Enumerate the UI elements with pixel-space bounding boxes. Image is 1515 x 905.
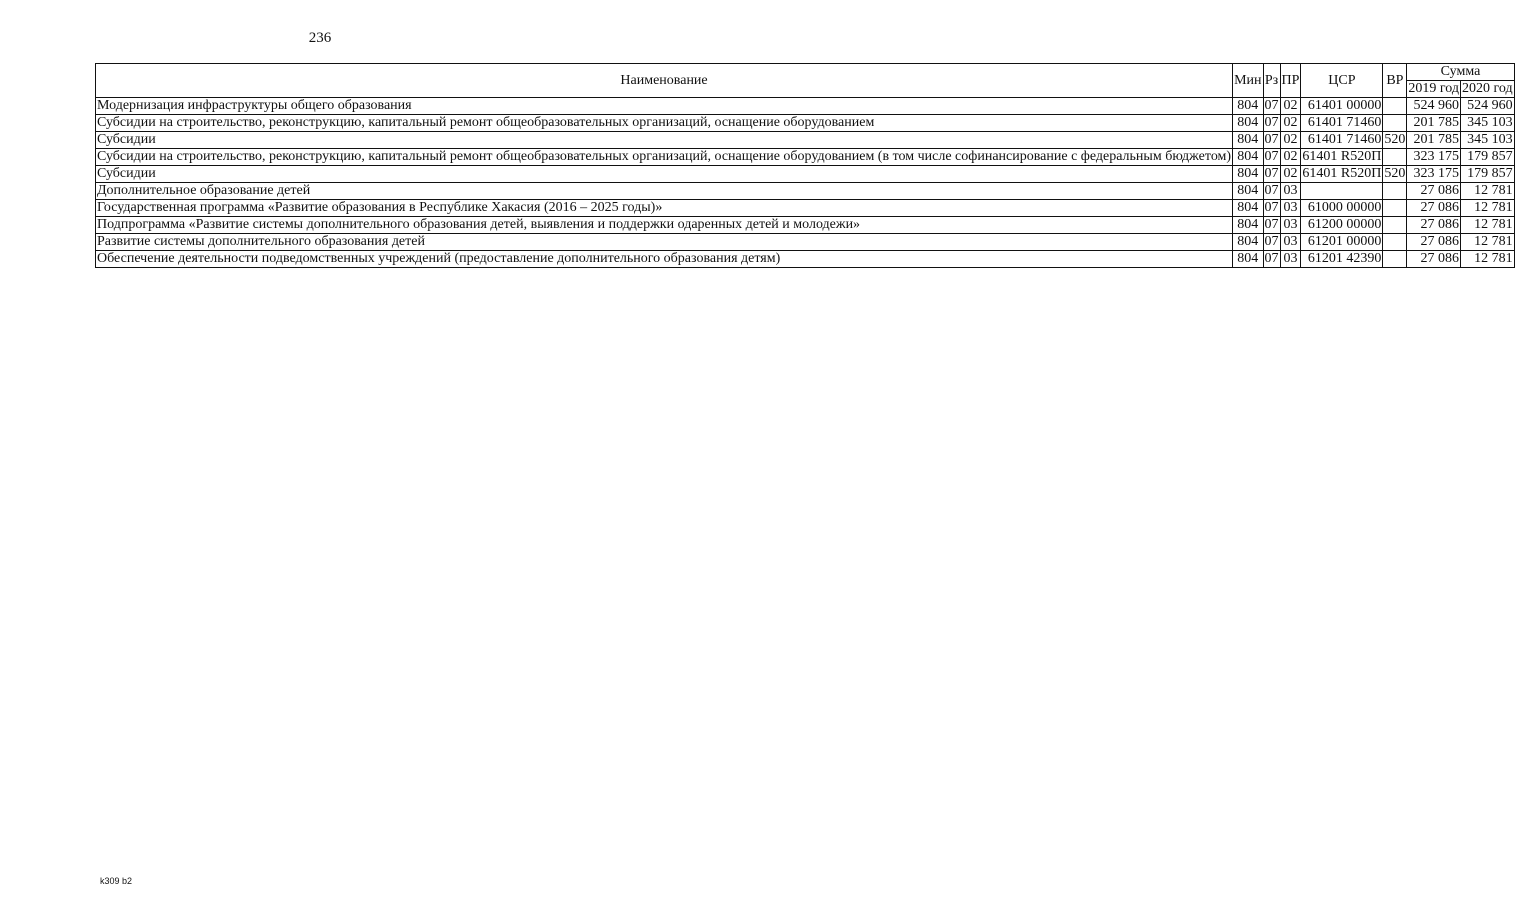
row-rz: 07	[1264, 234, 1279, 249]
row-vr	[1383, 149, 1407, 166]
row-vr	[1383, 234, 1407, 251]
row-name: Обеспечение деятельности подведомственных учреждений (предоставление дополнительного образования детям)	[96, 251, 1233, 268]
row-csr: 61201 42390	[1301, 251, 1383, 268]
row-rz: 07	[1264, 183, 1279, 198]
col-header-csr: ЦСР	[1301, 64, 1383, 98]
table-row	[96, 251, 1515, 268]
row-amount-2019: 524 960	[1407, 98, 1461, 115]
row-amount-2020: 12 781	[1461, 251, 1515, 268]
row-csr	[1301, 183, 1383, 200]
row-amount-2020: 179 857	[1461, 149, 1515, 166]
row-amount-2019: 27 086	[1407, 251, 1461, 268]
table-row	[96, 115, 1515, 132]
row-vr: 520	[1384, 166, 1406, 181]
row-amount-2019: 323 175	[1407, 166, 1461, 183]
footer-code: k309 b2	[100, 876, 133, 886]
row-min: 804	[1233, 115, 1263, 132]
table-row	[96, 149, 1515, 166]
row-amount-2020: 345 103	[1461, 115, 1515, 132]
row-vr	[1383, 217, 1407, 234]
row-vr	[1383, 183, 1407, 200]
row-pr: 02	[1280, 149, 1301, 166]
row-csr: 61401 R520П	[1302, 166, 1382, 181]
row-vr	[1383, 98, 1407, 115]
row-min: 804	[1233, 251, 1263, 268]
col-header-year-2020: 2020 год	[1462, 81, 1513, 96]
row-min: 804	[1233, 183, 1263, 200]
row-rz: 07	[1264, 115, 1279, 130]
row-amount-2019: 201 785	[1407, 115, 1461, 132]
col-header-pr: ПР	[1280, 64, 1301, 98]
row-rz: 07	[1264, 98, 1279, 113]
table-row	[96, 234, 1515, 251]
row-amount-2020: 12 781	[1461, 234, 1515, 251]
row-amount-2019: 27 086	[1407, 183, 1461, 200]
row-amount-2019: 27 086	[1407, 217, 1461, 234]
row-name: Субсидии	[96, 166, 1233, 183]
row-amount-2019: 323 175	[1407, 149, 1461, 166]
row-min: 804	[1233, 132, 1263, 149]
row-pr: 03	[1280, 183, 1301, 200]
col-header-sum: Сумма	[1407, 64, 1514, 81]
row-rz: 07	[1264, 149, 1279, 164]
col-header-min: Мин	[1233, 64, 1263, 98]
table-row	[96, 183, 1515, 200]
row-amount-2020: 12 781	[1461, 217, 1515, 234]
table-row	[96, 132, 1515, 149]
row-vr: 520	[1384, 132, 1406, 147]
row-vr	[1383, 115, 1407, 132]
row-pr: 02	[1280, 115, 1301, 132]
row-rz: 07	[1264, 132, 1279, 147]
row-rz: 07	[1264, 217, 1279, 232]
row-min: 804	[1233, 200, 1263, 217]
row-vr	[1383, 200, 1407, 217]
row-csr: 61401 00000	[1301, 98, 1383, 115]
row-name: Субсидии на строительство, реконструкцию, капитальный ремонт общеобразовательных организаций, оснащение оборудованием (в том числе софинансирование с федеральным бюджетом)	[97, 149, 1232, 164]
row-rz: 07	[1264, 166, 1279, 181]
row-min: 804	[1233, 217, 1263, 234]
row-amount-2020: 345 103	[1461, 132, 1515, 149]
col-header-rz: Рз	[1263, 64, 1280, 98]
row-amount-2020: 179 857	[1461, 166, 1515, 183]
row-csr: 61401 71460	[1301, 115, 1383, 132]
row-csr: 61401 71460	[1301, 132, 1383, 149]
row-pr: 02	[1280, 166, 1301, 183]
row-pr: 03	[1280, 217, 1301, 234]
row-name: Государственная программа «Развитие образования в Республике Хакасия (2016 – 2025 годы)»	[96, 200, 1233, 217]
row-name: Развитие системы дополнительного образования детей	[96, 234, 1233, 251]
row-csr: 61200 00000	[1301, 217, 1383, 234]
table-row	[96, 166, 1515, 183]
row-vr	[1383, 251, 1407, 268]
table-row	[96, 217, 1515, 234]
col-header-vr: ВР	[1383, 64, 1407, 98]
row-rz: 07	[1264, 200, 1279, 215]
row-rz: 07	[1264, 251, 1279, 266]
row-min: 804	[1233, 234, 1263, 251]
row-name: Субсидии на строительство, реконструкцию, капитальный ремонт общеобразовательных организаций, оснащение оборудованием	[96, 115, 1233, 132]
row-name: Субсидии	[96, 132, 1233, 149]
row-pr: 03	[1280, 234, 1301, 251]
table-row	[96, 200, 1515, 217]
row-amount-2019: 201 785	[1407, 132, 1461, 149]
row-amount-2019: 27 086	[1407, 234, 1461, 251]
row-name: Подпрограмма «Развитие системы дополнительного образования детей, выявления и поддержки одаренных детей и молодежи»	[96, 217, 1233, 234]
row-min: 804	[1233, 166, 1263, 183]
budget-table	[95, 63, 1515, 268]
row-amount-2019: 27 086	[1407, 200, 1461, 217]
row-pr: 03	[1280, 251, 1301, 268]
row-amount-2020: 524 960	[1461, 98, 1515, 115]
row-min: 804	[1233, 149, 1263, 166]
row-name: Модернизация инфраструктуры общего образования	[96, 98, 1233, 115]
page-number: 236	[308, 30, 332, 46]
row-csr: 61201 00000	[1301, 234, 1383, 251]
row-name: Дополнительное образование детей	[96, 183, 1233, 200]
row-pr: 03	[1280, 200, 1301, 217]
row-min: 804	[1233, 98, 1263, 115]
col-header-name: Наименование	[96, 64, 1233, 98]
row-pr: 02	[1280, 98, 1301, 115]
row-amount-2020: 12 781	[1461, 183, 1515, 200]
row-amount-2020: 12 781	[1461, 200, 1515, 217]
col-header-year-2019: 2019 год	[1408, 81, 1459, 96]
table-row	[96, 98, 1515, 115]
row-csr: 61401 R520П	[1302, 149, 1382, 164]
row-pr: 02	[1280, 132, 1301, 149]
row-csr: 61000 00000	[1301, 200, 1383, 217]
